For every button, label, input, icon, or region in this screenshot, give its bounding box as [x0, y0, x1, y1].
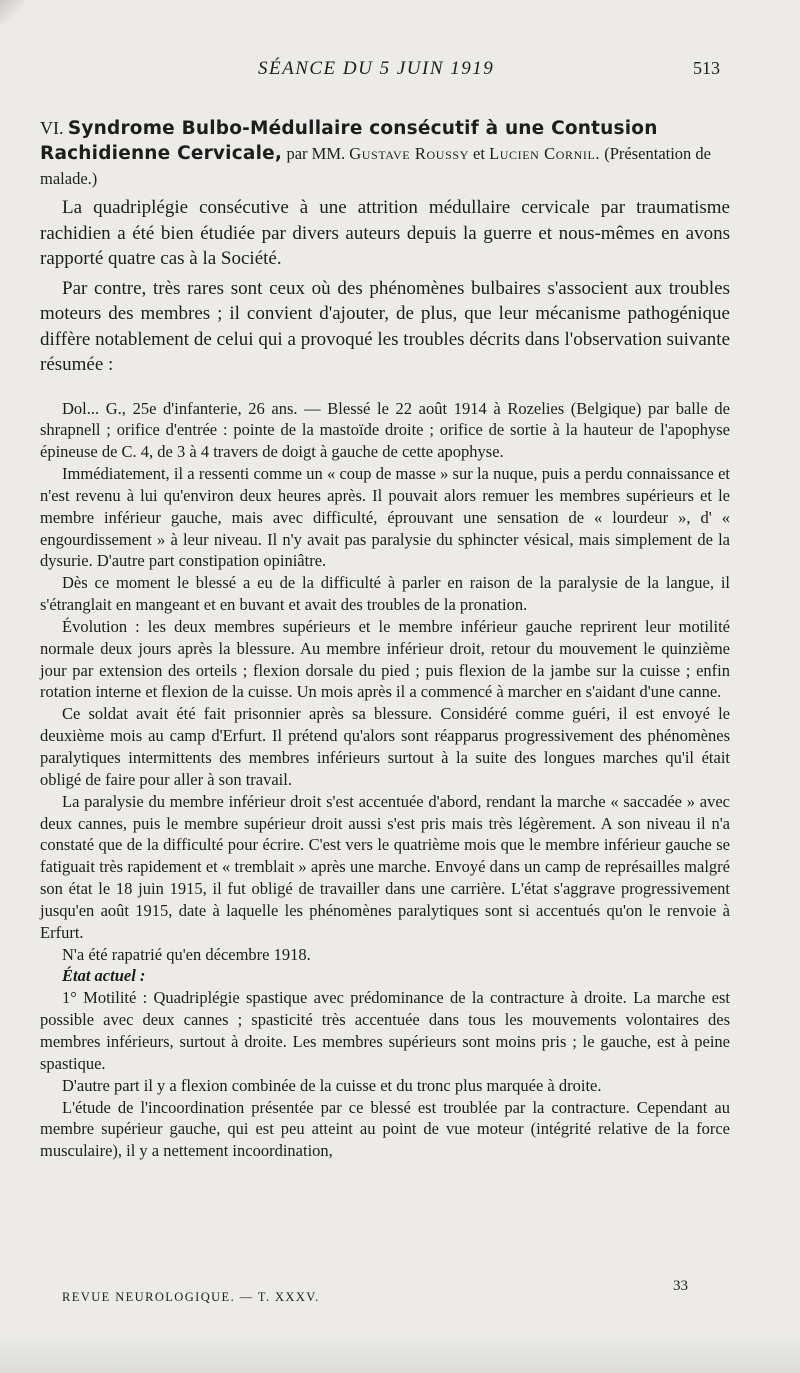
- observation-paragraph: Dès ce moment le blessé a eu de la difficulté à parler en raison de la paralysie de la langue, il s'étranglait en mangeant et en buvant et avait des troubles de la pronation.: [40, 573, 730, 615]
- article-body: [40, 195, 730, 1162]
- observation-paragraph: Immédiatement, il a ressenti comme un « coup de masse » sur la nuque, puis a perdu connaissance et n'est revenu à lui qu'environ deux heures après. Il pouvait alors remuer les membres supérieurs et le membre inférieur gauche, mais avec difficulté, éprouvant une sensation de « lourdeur », d' « engourdissement » à leur niveau. Il n'y avait pas paralysie du sphincter vésical, mais simplement de la dysurie. D'autre part constipation opiniâtre.: [40, 464, 730, 571]
- intro-paragraph: Par contre, très rares sont ceux où des phénomènes bulbaires s'associent aux troubles moteurs des membres ; il convient d'ajouter, de plus, que leur mécanisme pathogénique diffère notablement de celui qui a provoqué les troubles décrits dans l'observation suivante résumée :: [40, 277, 730, 375]
- observation-paragraph: 1° Motilité : Quadriplégie spastique avec prédominance de la contracture à droite. La marche est possible avec deux cannes ; spasticité très accentuée dans tous les mouvements volontaires des membres inférieurs, surtout à droite. Les membres supérieurs sont moins pris ; le gauche, est à peine spastique.: [40, 988, 730, 1073]
- page-number: 513: [693, 58, 720, 78]
- running-title: SÉANCE DU 5 JUIN 1919: [258, 58, 495, 79]
- observation-paragraph: La paralysie du membre inférieur droit s'est accentuée d'abord, rendant la marche « saccadée » avec deux cannes, puis le membre supérieur droit aussi s'est pris mais très légèrement. A son niveau il n'a constaté que de la difficulté pour écrire. C'est vers le quatrième mois que le membre inférieur gauche se fatiguait très rapidement et « tremblait » après une marche. Envoyé dans un camp de représailles malgré son état le 18 juin 1915, il fut obligé de travailler dans une carrière. L'état s'aggrave progressivement jusqu'en août 1915, date à laquelle les phénomènes paralytiques sont si accentués qu'on le renvoie à Erfurt.: [40, 791, 730, 942]
- case-observation: [40, 398, 730, 1163]
- etat-actuel-heading: [40, 965, 730, 987]
- observation-paragraph: Évolution : les deux membres supérieurs et le membre inférieur gauche reprirent leur motilité normale deux jours après la blessure. Au membre inférieur droit, retour du mouvement le quinzième jour par extension des orteils ; flexion dorsale du pied ; puis flexion de la jambe sur la cuisse ; enfin rotation interne et flexion de la cuisse. Un mois après il a commencé à marcher en s'aidant d'une canne.: [40, 616, 730, 702]
- page-bottom-shadow: [0, 1333, 800, 1373]
- article-heading: [40, 116, 735, 191]
- observation-paragraph: D'autre part il y a flexion combinée de la cuisse et du tronc plus marquée à droite.: [62, 1075, 602, 1095]
- author-conjunction: et: [473, 144, 485, 163]
- page-corner-shadow: [0, 0, 24, 24]
- journal-footer: REVUE NEUROLOGIQUE. — T. XXXV.: [62, 1290, 320, 1304]
- page-footer: [0, 1278, 800, 1308]
- etat-actuel-label: État actuel :: [62, 966, 146, 986]
- byline-prefix: par MM.: [286, 144, 346, 163]
- observation-paragraph: N'a été rapatrié qu'en décembre 1918.: [62, 944, 311, 964]
- observation-paragraph: Ce soldat avait été fait prisonnier après sa blessure. Considéré comme guéri, il est envoyé le deuxième mois au camp d'Erfurt. Il prétend qu'alors sont réapparus progressivement des phénomènes paralytiques intermittents des membres inférieurs surtout à la suite des longues marches qu'il était obligé de faire pour aller à son travail.: [40, 704, 730, 789]
- author-name: Gustave Roussy: [349, 144, 469, 163]
- introduction: [40, 195, 730, 378]
- intro-paragraph: La quadriplégie consécutive à une attrition médullaire cervicale par traumatisme rachidien a été bien étudiée par divers auteurs depuis la guerre et nous-mêmes en avons rapporté quatre cas à la Société.: [40, 197, 730, 269]
- signature-mark: 33: [673, 1278, 688, 1294]
- article-title: Syndrome Bulbo-Médullaire consécutif à une Contusion Rachidienne Cervicale,: [40, 118, 658, 164]
- author-name: Lucien Cornil.: [489, 144, 601, 163]
- observation-paragraph: L'étude de l'incoordination présentée par ce blessé est troublée par la contracture. Cependant au membre supérieur gauche, qui est peu atteint au point de vue moteur (intégrité relative de la force musculaire), il y a nettement incoordination,: [40, 1097, 730, 1161]
- article-number: VI.: [40, 118, 64, 138]
- observation-paragraph: Dol... G., 25e d'infanterie, 26 ans. — Blessé le 22 août 1914 à Rozelies (Belgique) par balle de shrapnell ; orifice d'entrée : pointe de la mastoïde droite ; orifice de sortie à la hauteur de l'apophyse épineuse de C. 4, de 3 à 4 travers de doigt à gauche de cette apophyse.: [40, 398, 730, 462]
- presentation-note: (Présentation de malade.): [40, 144, 712, 188]
